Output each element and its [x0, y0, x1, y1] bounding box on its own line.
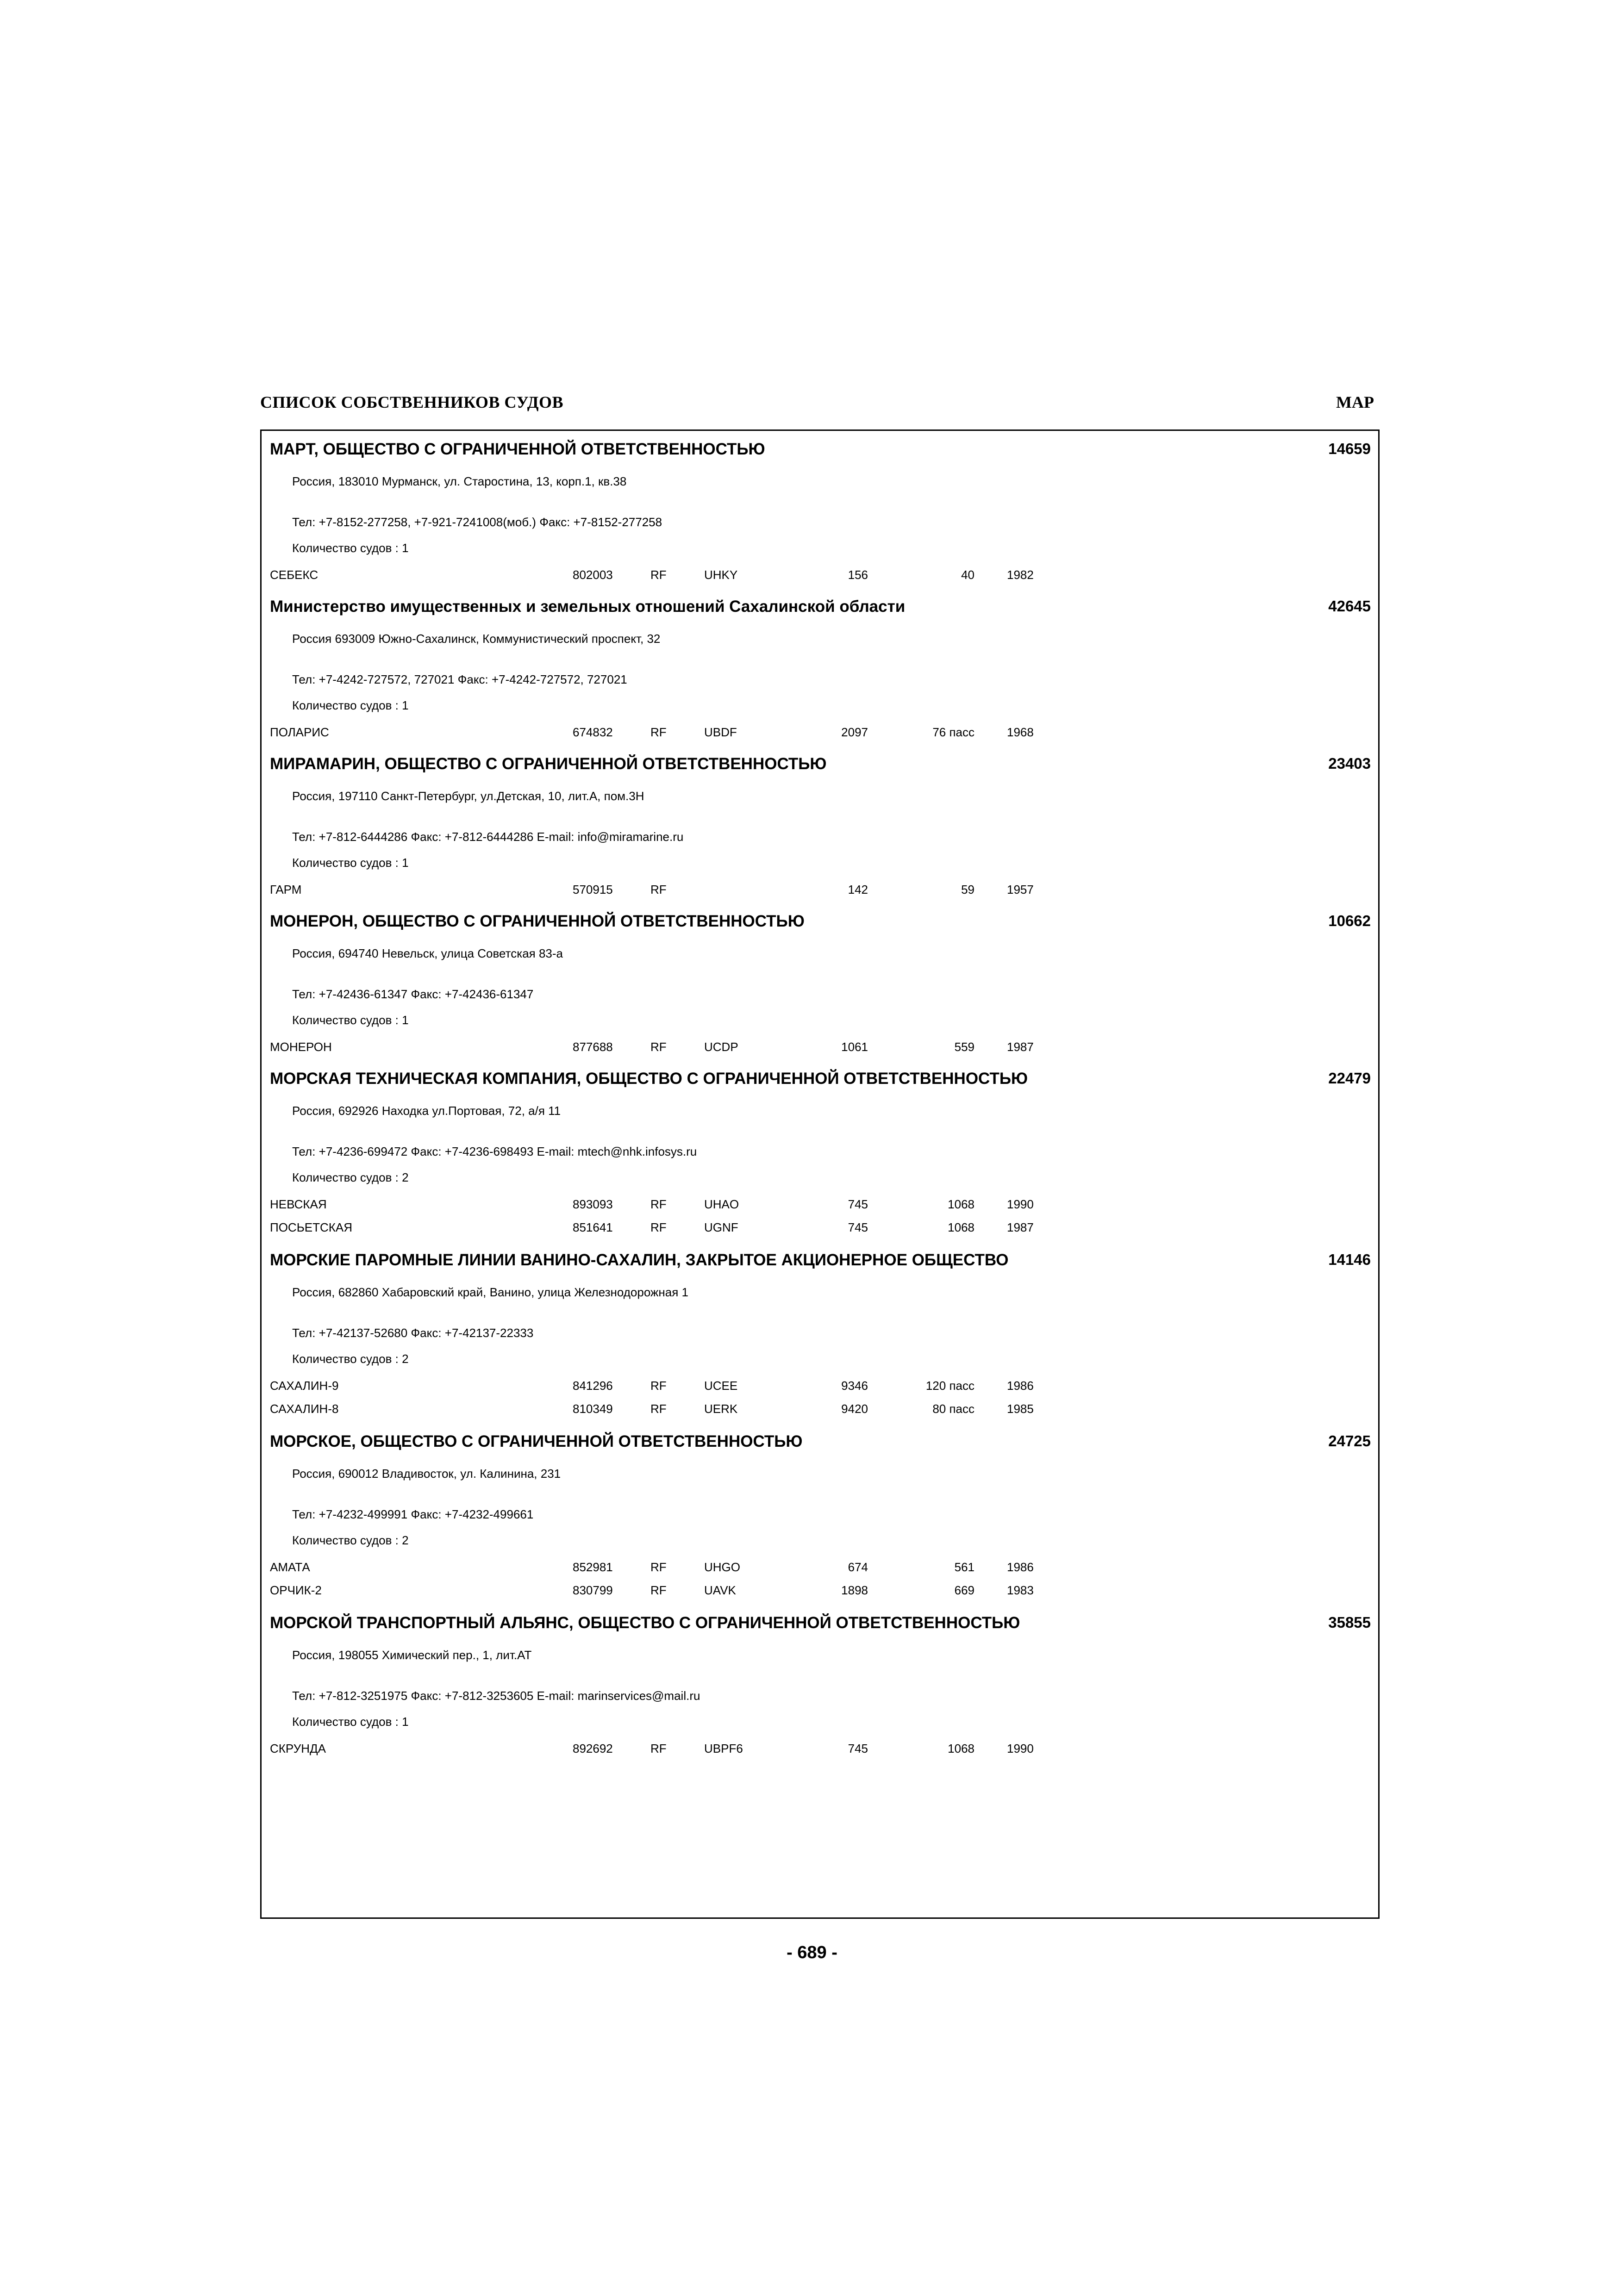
owner-id: 14659 [1328, 440, 1371, 457]
vessel-year: 1987 [1007, 1040, 1034, 1054]
vessel-row [262, 725, 1378, 744]
owner-address: Россия, 682860 Хабаровский край, Ванино, улица Железнодорожная 1 [292, 1285, 688, 1299]
owner-entry [262, 1060, 1378, 1234]
vessel-flag: RF [650, 1742, 667, 1755]
vessel-count: Количество судов : 2 [292, 1170, 409, 1184]
vessel-name: МОНЕРОН [270, 1040, 332, 1054]
owner-entry [262, 1242, 1378, 1416]
vessel-row [262, 1742, 1378, 1760]
vessel-tonnage: 142 [848, 883, 868, 896]
owner-name: МОРСКОЕ, ОБЩЕСТВО С ОГРАНИЧЕННОЙ ОТВЕТСТВЕННОСТЬЮ [270, 1432, 803, 1450]
vessel-year: 1990 [1007, 1742, 1034, 1755]
vessel-name: САХАЛИН-9 [270, 1379, 339, 1393]
owner-entry [262, 1423, 1378, 1597]
page-header [260, 392, 1374, 420]
owner-address: Россия, 694740 Невельск, улица Советская 83-а [292, 946, 563, 960]
vessel-count: Количество судов : 1 [292, 856, 409, 870]
vessel-flag: RF [650, 1197, 667, 1211]
vessel-capacity: 1068 [948, 1197, 974, 1211]
vessel-capacity: 561 [954, 1560, 974, 1574]
owner-id: 35855 [1328, 1614, 1371, 1631]
vessel-capacity: 669 [954, 1583, 974, 1597]
vessel-row [262, 1402, 1378, 1420]
vessel-number: 852981 [573, 1560, 613, 1574]
vessel-tonnage: 745 [848, 1742, 868, 1755]
owner-name: Министерство имущественных и земельных отношений Сахалинской области [270, 597, 906, 616]
vessel-row [262, 883, 1378, 901]
vessel-name: ОРЧИК-2 [270, 1583, 322, 1597]
vessel-capacity: 559 [954, 1040, 974, 1054]
vessel-row [262, 1560, 1378, 1579]
vessel-capacity: 80 пасс [932, 1402, 974, 1416]
vessel-year: 1986 [1007, 1379, 1034, 1393]
vessel-row [262, 1197, 1378, 1216]
owner-entry [262, 903, 1378, 1060]
vessel-callsign: UCDP [704, 1040, 738, 1054]
owner-contacts: Тел: +7-812-6444286 Факс: +7-812-6444286 E-mail: info@miramarine.ru [292, 830, 684, 844]
vessel-callsign: UHAO [704, 1197, 739, 1211]
owner-contacts: Тел: +7-8152-277258, +7-921-7241008(моб.) Факс: +7-8152-277258 [292, 515, 662, 529]
owner-name: МОРСКОЙ ТРАНСПОРТНЫЙ АЛЬЯНС, ОБЩЕСТВО С ОГРАНИЧЕННОЙ ОТВЕТСТВЕННОСТЬЮ [270, 1614, 1020, 1632]
owner-contacts: Тел: +7-4236-699472 Факс: +7-4236-698493 E-mail: mtech@nhk.infosys.ru [292, 1145, 697, 1158]
running-title: СПИСОК СОБСТВЕННИКОВ СУДОВ [260, 393, 564, 411]
vessel-number: 893093 [573, 1197, 613, 1211]
vessel-year: 1983 [1007, 1583, 1034, 1597]
vessel-count: Количество судов : 1 [292, 541, 409, 555]
vessel-year: 1957 [1007, 883, 1034, 896]
owner-name: МАРТ, ОБЩЕСТВО С ОГРАНИЧЕННОЙ ОТВЕТСТВЕННОСТЬЮ [270, 440, 765, 458]
vessel-row [262, 1040, 1378, 1058]
vessel-count: Количество судов : 1 [292, 698, 409, 712]
vessel-number: 841296 [573, 1379, 613, 1393]
vessel-row [262, 568, 1378, 586]
vessel-callsign: UCEE [704, 1379, 738, 1393]
vessel-count: Количество судов : 2 [292, 1533, 409, 1547]
vessel-capacity: 40 [961, 568, 974, 582]
vessel-tonnage: 9346 [841, 1379, 868, 1393]
owner-id: 22479 [1328, 1070, 1371, 1087]
section-letters: МАР [1336, 393, 1374, 411]
vessel-tonnage: 9420 [841, 1402, 868, 1416]
vessel-callsign: UAVK [704, 1583, 736, 1597]
vessel-name: САХАЛИН-8 [270, 1402, 339, 1416]
owner-id: 23403 [1328, 755, 1371, 772]
owner-address: Россия, 198055 Химический пер., 1, лит.АТ [292, 1648, 532, 1662]
owner-id: 14146 [1328, 1251, 1371, 1268]
owner-entry [262, 588, 1378, 746]
vessel-number: 892692 [573, 1742, 613, 1755]
vessel-flag: RF [650, 725, 667, 739]
vessel-row [262, 1220, 1378, 1239]
vessel-name: СЕБЕКС [270, 568, 319, 582]
vessel-flag: RF [650, 1220, 667, 1234]
vessel-year: 1985 [1007, 1402, 1034, 1416]
owner-contacts: Тел: +7-4242-727572, 727021 Факс: +7-4242-727572, 727021 [292, 672, 627, 686]
vessel-count: Количество судов : 1 [292, 1715, 409, 1729]
vessel-year: 1968 [1007, 725, 1034, 739]
vessel-count: Количество судов : 1 [292, 1013, 409, 1027]
owner-address: Россия, 690012 Владивосток, ул. Калинина, 231 [292, 1467, 561, 1481]
vessel-name: НЕВСКАЯ [270, 1197, 327, 1211]
vessel-number: 674832 [573, 725, 613, 739]
vessel-tonnage: 745 [848, 1197, 868, 1211]
vessel-flag: RF [650, 1379, 667, 1393]
vessel-flag: RF [650, 1583, 667, 1597]
owner-entry [262, 746, 1378, 903]
vessel-year: 1990 [1007, 1197, 1034, 1211]
owner-list-frame [260, 429, 1380, 1919]
owner-entry [262, 431, 1378, 588]
owner-address: Россия 693009 Южно-Сахалинск, Коммунистический проспект, 32 [292, 632, 661, 646]
owner-address: Россия, 692926 Находка ул.Портовая, 72, а/я 11 [292, 1104, 561, 1118]
vessel-year: 1986 [1007, 1560, 1034, 1574]
vessel-callsign: UHKY [704, 568, 738, 582]
page-number: - 689 - [787, 1943, 837, 1962]
owner-id: 10662 [1328, 912, 1371, 929]
owner-contacts: Тел: +7-42137-52680 Факс: +7-42137-22333 [292, 1326, 534, 1340]
vessel-callsign: UBPF6 [704, 1742, 743, 1755]
vessel-capacity: 1068 [948, 1742, 974, 1755]
vessel-callsign: UERK [704, 1402, 738, 1416]
vessel-flag: RF [650, 1040, 667, 1054]
vessel-flag: RF [650, 883, 667, 896]
vessel-capacity: 76 пасс [932, 725, 974, 739]
owner-address: Россия, 183010 Мурманск, ул. Старостина, 13, корп.1, кв.38 [292, 474, 627, 488]
vessel-number: 851641 [573, 1220, 613, 1234]
vessel-tonnage: 156 [848, 568, 868, 582]
vessel-number: 810349 [573, 1402, 613, 1416]
vessel-row [262, 1379, 1378, 1397]
vessel-name: СКРУНДА [270, 1742, 326, 1755]
vessel-number: 877688 [573, 1040, 613, 1054]
vessel-year: 1987 [1007, 1220, 1034, 1234]
owner-address: Россия, 197110 Санкт-Петербург, ул.Детская, 10, лит.А, пом.3Н [292, 789, 644, 803]
vessel-number: 570915 [573, 883, 613, 896]
vessel-number: 802003 [573, 568, 613, 582]
owner-entry [262, 1605, 1378, 1762]
vessel-tonnage: 1898 [841, 1583, 868, 1597]
vessel-callsign: UGNF [704, 1220, 738, 1234]
vessel-tonnage: 745 [848, 1220, 868, 1234]
vessel-year: 1982 [1007, 568, 1034, 582]
owner-contacts: Тел: +7-42436-61347 Факс: +7-42436-61347 [292, 987, 534, 1001]
vessel-flag: RF [650, 568, 667, 582]
vessel-name: ГАРМ [270, 883, 302, 896]
vessel-capacity: 59 [961, 883, 974, 896]
vessel-capacity: 120 пасс [925, 1379, 974, 1393]
owner-name: МИРАМАРИН, ОБЩЕСТВО С ОГРАНИЧЕННОЙ ОТВЕТСТВЕННОСТЬЮ [270, 755, 827, 773]
vessel-capacity: 1068 [948, 1220, 974, 1234]
vessel-tonnage: 1061 [841, 1040, 868, 1054]
owner-name: МОРСКАЯ ТЕХНИЧЕСКАЯ КОМПАНИЯ, ОБЩЕСТВО С ОГРАНИЧЕННОЙ ОТВЕТСТВЕННОСТЬЮ [270, 1070, 1028, 1088]
vessel-name: АМАТА [270, 1560, 310, 1574]
vessel-tonnage: 2097 [841, 725, 868, 739]
vessel-number: 830799 [573, 1583, 613, 1597]
vessel-flag: RF [650, 1402, 667, 1416]
owner-id: 42645 [1328, 597, 1371, 615]
vessel-name: ПОСЬЕТСКАЯ [270, 1220, 353, 1234]
owner-contacts: Тел: +7-812-3251975 Факс: +7-812-3253605 E-mail: marinservices@mail.ru [292, 1689, 700, 1703]
vessel-callsign: UBDF [704, 725, 737, 739]
owner-contacts: Тел: +7-4232-499991 Факс: +7-4232-499661 [292, 1507, 534, 1521]
vessel-callsign: UHGO [704, 1560, 740, 1574]
owner-id: 24725 [1328, 1432, 1371, 1450]
vessel-name: ПОЛАРИС [270, 725, 329, 739]
owner-name: МОНЕРОН, ОБЩЕСТВО С ОГРАНИЧЕННОЙ ОТВЕТСТВЕННОСТЬЮ [270, 912, 805, 930]
vessel-flag: RF [650, 1560, 667, 1574]
vessel-row [262, 1583, 1378, 1602]
owner-name: МОРСКИЕ ПАРОМНЫЕ ЛИНИИ ВАНИНО-САХАЛИН, ЗАКРЫТОЕ АКЦИОНЕРНОЕ ОБЩЕСТВО [270, 1251, 1009, 1269]
vessel-count: Количество судов : 2 [292, 1352, 409, 1366]
vessel-tonnage: 674 [848, 1560, 868, 1574]
